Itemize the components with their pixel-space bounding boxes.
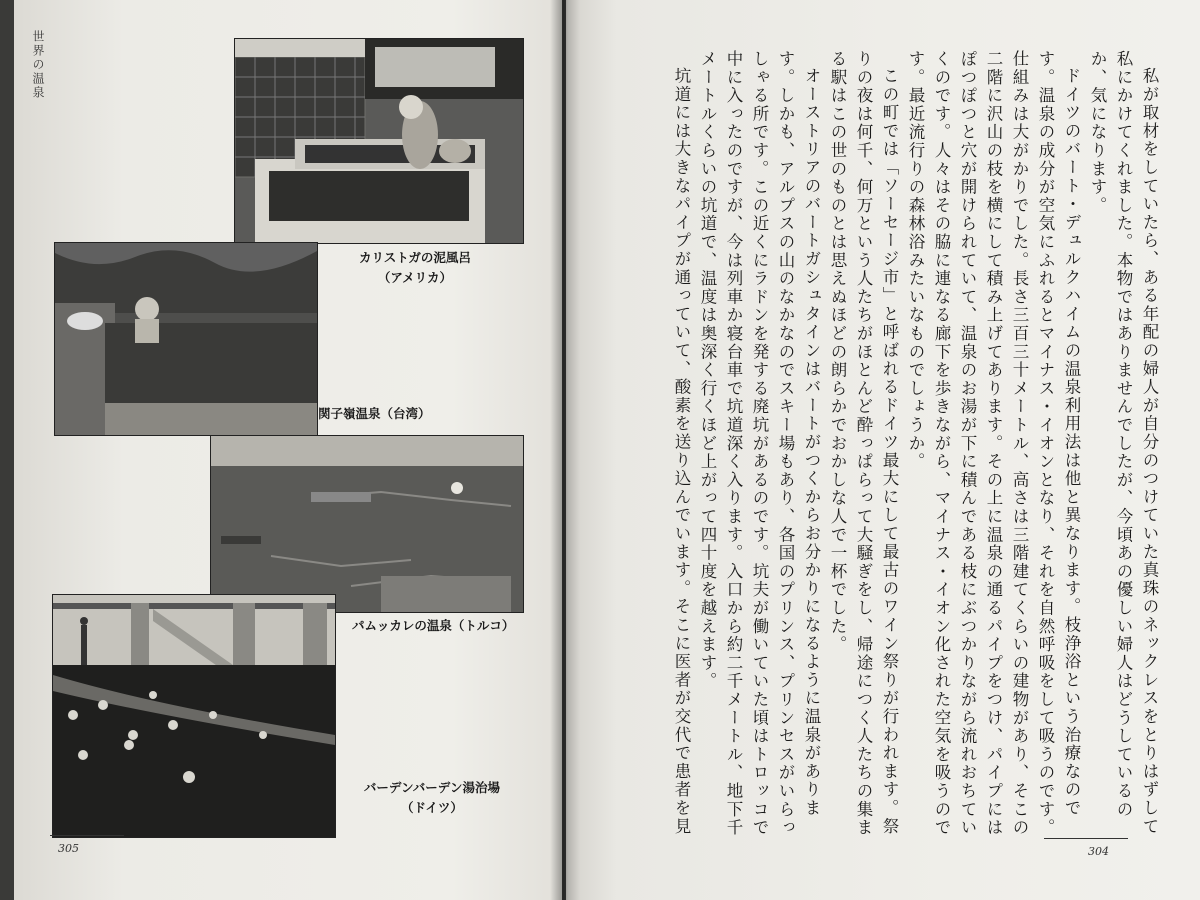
paragraph: この町では「ソーセージ市」と呼ばれるドイツ最大にして最古のワイン祭りが行われます。祭りの夜は何千、何万という人たちがほとんど酔っぱらって大騒ぎをし、帰途につく人たちの集まる駅はこの世のものとは思えぬほどの朗らかでおかしな人で一杯でした。 <box>828 50 899 837</box>
pamukkale-photo-image <box>211 436 523 612</box>
left-folio-rule <box>50 835 124 836</box>
baden-baden-photo-image <box>53 595 335 837</box>
page-number-right: 304 <box>1088 845 1109 858</box>
paragraph: 坑道には大きなパイプが通っていて、酸素を送り込んでいます。そこに医者が交代で患者を見 <box>672 66 691 836</box>
photo-calistoga-mud-bath <box>234 38 524 244</box>
page-number-left: 305 <box>58 842 79 855</box>
right-folio-rule <box>1044 838 1128 839</box>
paragraph: オーストリアのバートガシュタインはバートがつくからお分かりになるように温泉があります。しかも、アルプスの山のなかなのでスキー場もあり、各国のプリンス、プリンセスがいらっしゃる所です。この近くにラドンを発する廃坑があるのです。坑夫が働いていた頃はトロッコで中に入ったのですが、今は列車か寝台車で坑道深く入ります。入口から約二千メートル、地下千メートルくらいの坑道で、温度は奥深く行くほど上がって四十度を越えます。 <box>698 50 821 837</box>
paragraph: ドイツのバート・デュルクハイムの温泉利用法は他と異なります。枝浄浴という治療なのです。温泉の成分が空気にふれるとマイナス・イオンとなり、それを自然呼吸をして吸うのです。仕組みは大がかりでした。長さ三百三十メートル、高さは三階建てくらいの建物があり、そこの二階に沢山の枝を横にして積み上げてあります。その上に温泉の通るパイプをつけ、パイプにはぽつぽつと穴が開けられていて、温泉のお湯が下に積んである枝にぶつかりながら流れおちていくのです。人々はその脇に連なる廊下を歩きながら、マイナス・イオン化された空気を吸うのです。最近流行りの森林浴みたいなものでしょうか。 <box>906 50 1081 837</box>
paragraph: 私が取材をしていたら、ある年配の婦人が自分のつけていた真珠のネックレスをとりはずして私にかけてくれました。本物ではありませんでしたが、今頃あの優しい婦人はどうしているのか、気になります。 <box>1088 50 1159 836</box>
body-text <box>642 50 1162 850</box>
book-gutter <box>550 0 580 900</box>
caption-guanziling: 関子嶺温泉（台湾） <box>318 406 431 421</box>
calistoga-photo-image <box>235 39 523 243</box>
guanziling-photo-image <box>55 243 317 435</box>
photo-baden-baden-spa <box>52 594 336 838</box>
photo-pamukkale-hot-spring <box>210 435 524 613</box>
caption-pamukkale: パムッカレの温泉（トルコ） <box>352 618 515 633</box>
running-head: 世界の温泉 <box>31 30 45 100</box>
caption-calistoga: カリストガの泥風呂 （アメリカ） <box>359 250 471 285</box>
photo-guanziling-hot-spring <box>54 242 318 436</box>
caption-baden-baden: バーデンバーデン湯治場 （ドイツ） <box>363 780 501 815</box>
